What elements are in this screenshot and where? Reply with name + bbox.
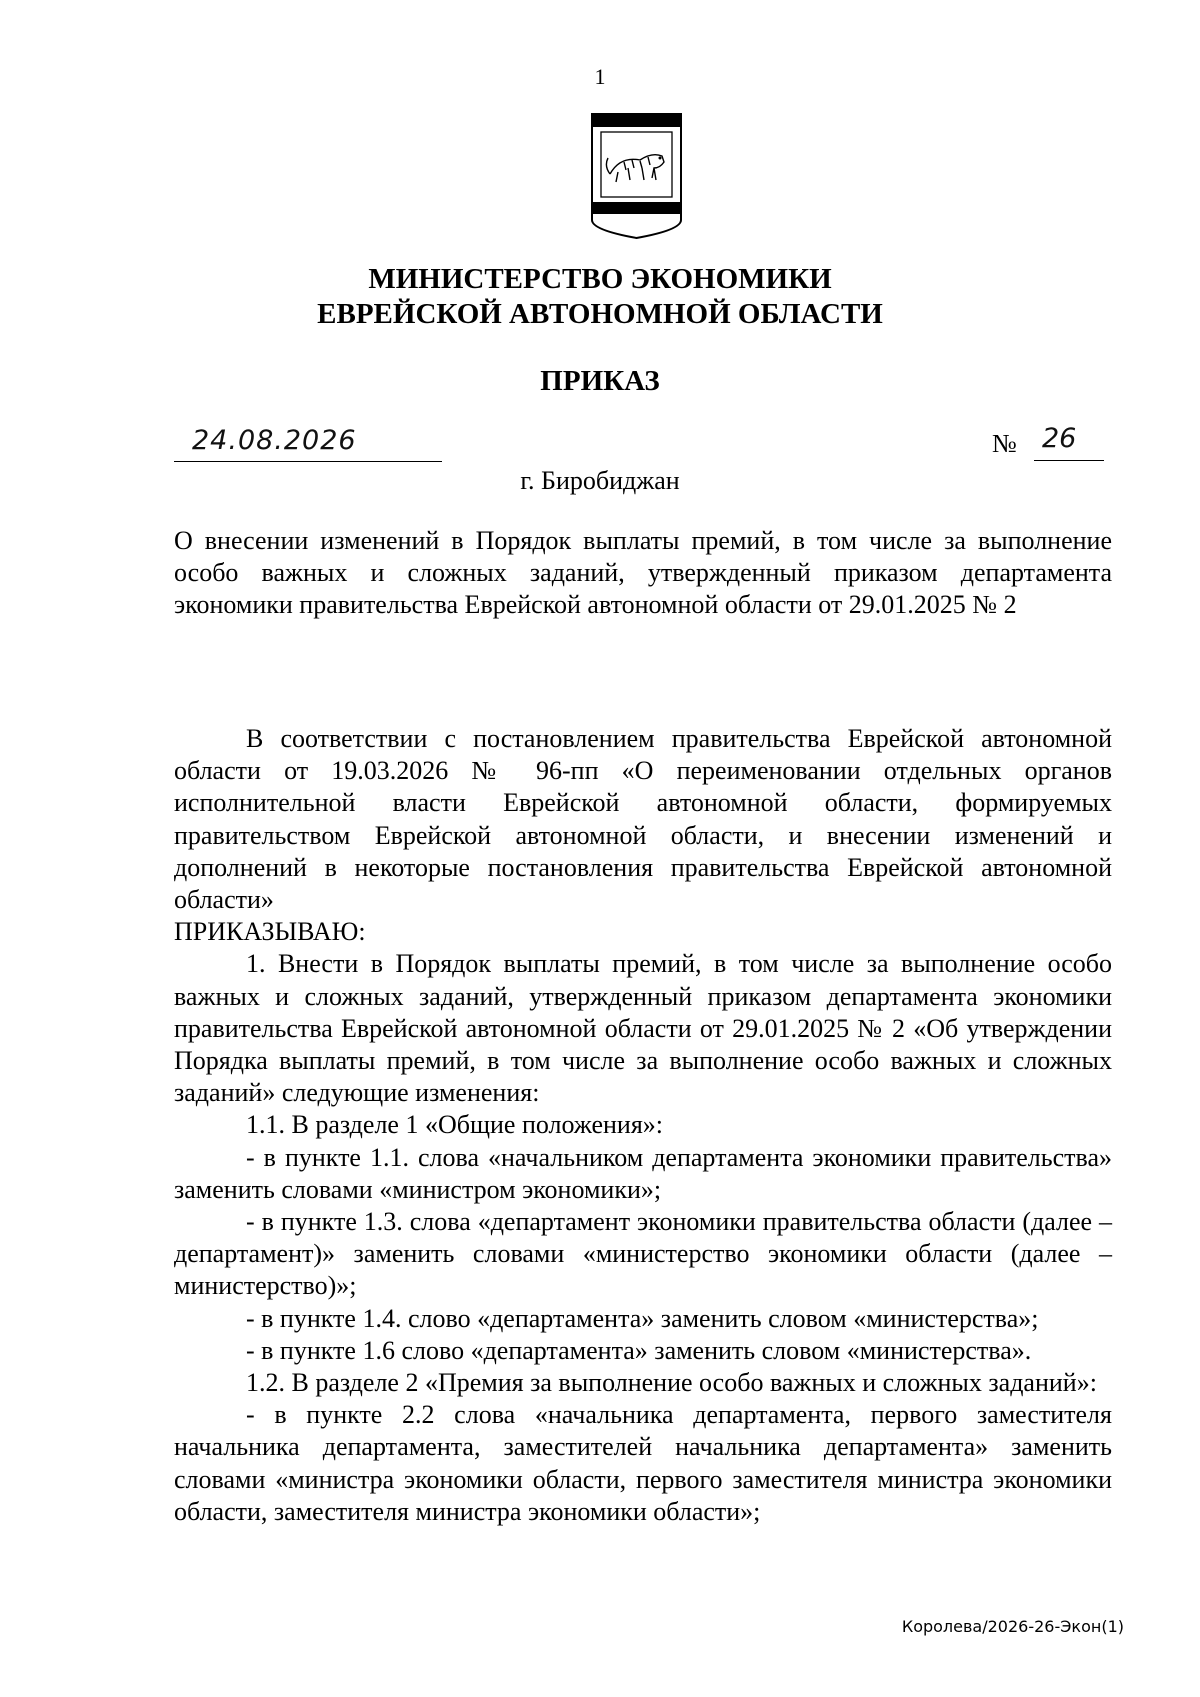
city: г. Биробиджан <box>520 466 680 495</box>
order-word: ПРИКАЗЫВАЮ: <box>174 917 366 947</box>
paragraph-1-2-a: - в пункте 2.2 слова «начальника департамента, первого заместителя начальника департамента, заместителей начальника департамента» заменить словами «министра экономики области, первого заместителя министра экономики области, заместителя министра экономики области»; <box>174 1400 1112 1526</box>
date-field <box>174 427 442 462</box>
paragraph-1-1: 1.1. В разделе 1 «Общие положения»: <box>246 1110 664 1140</box>
number-sign: № <box>992 429 1017 458</box>
page-number: 1 <box>594 64 606 89</box>
paragraph-1-1-b: - в пункте 1.3. слова «департамент экономики правительства области (далее – департамент)» заменить словами «министерство экономики области (далее – министерство)»; <box>174 1207 1112 1301</box>
paragraph-1-1-a: - в пункте 1.1. слова «начальником департамента экономики правительства» заменить словами «министром экономики»; <box>174 1142 1112 1204</box>
order-subject: О внесении изменений в Порядок выплаты премий, в том числе за выполнение особо важных и сложных заданий, утвержденный приказом департамента экономики правительства Еврейской автономной области от 29.01.2025 № 2 <box>174 526 1112 619</box>
paragraph-1-1-c: - в пункте 1.4. слово «департамента» заменить словом «министерства»; <box>246 1303 1039 1333</box>
order-title: ПРИКАЗ <box>540 365 660 397</box>
paragraph-1: 1. Внести в Порядок выплаты премий, в том числе за выполнение особо важных и сложных заданий, утвержденный приказом департамента экономики правительства Еврейской автономной области от 29.01.2025 № 2 «Об утверждении Порядка выплаты премий, в том числе за выполнение особо важных и сложных заданий» следующие изменения: <box>174 949 1112 1108</box>
document-code: Королева/2026-26-Экон(1) <box>901 1617 1124 1636</box>
ministry-name <box>0 262 1200 332</box>
paragraph-1-1-d: - в пункте 1.6 слово «департамента» заменить словом «министерства». <box>246 1335 1032 1365</box>
preamble-paragraph: В соответствии с постановлением правительства Еврейской автономной области от 19.03.2026 № 96-пп «О переименовании отдельных органов исполнительной власти Еврейской автономной области, формируемых правительством Еврейской автономной области, и внесении изменений и дополнений в некоторые постановления правительства Еврейской автономной области» <box>174 724 1112 915</box>
number-underline <box>1034 460 1104 461</box>
ministry-name-line1: МИНИСТЕРСТВО ЭКОНОМИКИ <box>368 263 832 295</box>
handwritten-date: 24.08.2026 <box>192 425 357 456</box>
ministry-name-line2: ЕВРЕЙСКОЙ АВТОНОМНОЙ ОБЛАСТИ <box>317 298 883 330</box>
order-body <box>174 723 1112 1528</box>
order-number-field <box>992 423 1114 461</box>
coat-of-arms-emblem <box>590 112 683 240</box>
handwritten-number: 26 <box>1042 423 1077 454</box>
paragraph-1-2: 1.2. В разделе 2 «Премия за выполнение особо важных и сложных заданий»: <box>246 1368 1097 1398</box>
